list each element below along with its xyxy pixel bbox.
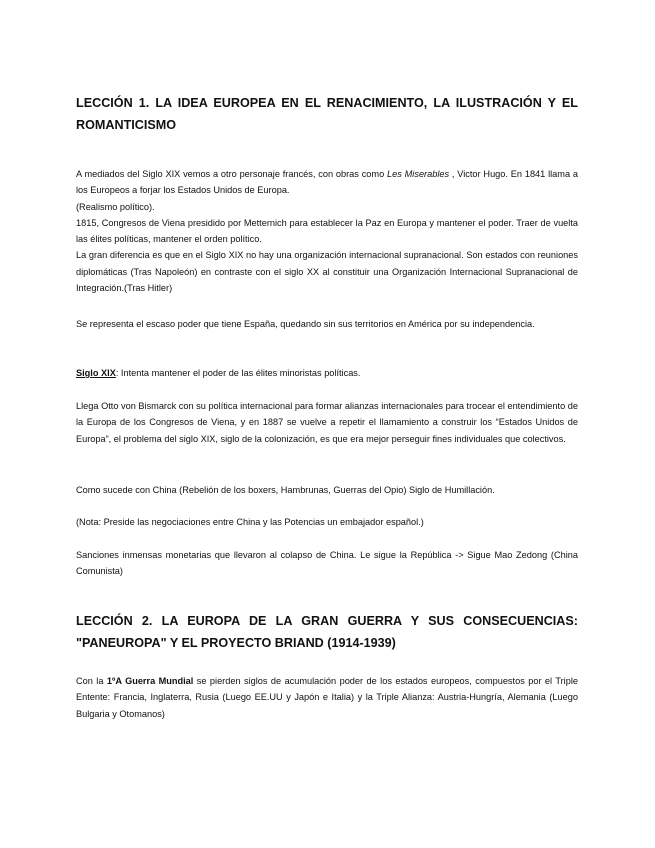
book-title-italic: Les Miserables — [387, 169, 450, 179]
text-run: A mediados del Siglo XIX vemos a otro personaje francés, con obras como — [76, 169, 388, 179]
lesson-1-paragraph-china: Como sucede con China (Rebelión de los boxers, Hambrunas, Guerras del Opio) Siglo de Humillación. — [76, 485, 495, 495]
siglo-xix-label: Siglo XIX — [76, 368, 116, 378]
lesson-2-paragraph-guerra — [76, 673, 578, 722]
lesson-1-title: LECCIÓN 1. LA IDEA EUROPEA EN EL RENACIMIENTO, LA ILUSTRACIÓN Y EL ROMANTICISMO — [76, 96, 578, 132]
text-run: , Victor Hugo. En 1841 llama a los Europeos a forjar los Estados Unidos de Europa. — [76, 169, 578, 196]
lesson-1-paragraph-espana: Se representa el escaso poder que tiene España, quedando sin sus territorios en América por su independencia. — [76, 319, 535, 329]
lesson-1-paragraph-block — [76, 166, 578, 296]
guerra-mundial-bold: 1ºA Guerra Mundial — [106, 676, 194, 686]
lesson-1-paragraph-viena: 1815, Congresos de Viena presidido por Metternich para establecer la Paz en Europa y mantener el poder. Traer de vuelta las élites políticas, mantener el orden político. — [76, 217, 578, 245]
lesson-1-paragraph-siglo-xix — [76, 365, 578, 381]
lesson-1-paragraph-realismo: (Realismo político). — [76, 201, 155, 212]
text-run: : Intenta mantener el poder de las élites minoristas políticas. — [115, 368, 361, 378]
lesson-1-paragraph-bismarck: Llega Otto von Bismarck con su política internacional para formar alianzas internacionales para trocear el entendimiento de la Europa de los Congresos de Viena, y en 1887 se vuelve a repetir el llamamiento a construir los “Estados Unidos de Europa”, el problema del siglo XIX, siglo de la colonización, es que era mejor perseguir fines individuales que colectivos. — [76, 401, 578, 444]
lesson-1-paragraph-victor-hugo — [76, 166, 578, 199]
lesson-1-paragraph-sanciones: Sanciones inmensas monetarias que llevaron al colapso de China. Le sigue la República -> Sigue Mao Zedong (China Comunista) — [76, 550, 578, 577]
lesson-1-paragraph-nota: (Nota: Preside las negociaciones entre China y las Potencias un embajador español.) — [76, 517, 424, 527]
lesson-1-paragraph-diferencia: La gran diferencia es que en el Siglo XIX no hay una organización internacional supranacional. Son estados con reuniones diplomáticas (Tras Napoleón) en contraste con el siglo XX al constituir una Organización Internacional Supranacional de Integración.(Tras Hitler) — [76, 250, 578, 294]
lesson-2-title: LECCIÓN 2. LA EUROPA DE LA GRAN GUERRA Y SUS CONSECUENCIAS: "PANEUROPA" Y EL PROYECTO BRIAND (1914-1939) — [76, 614, 578, 650]
text-run: Con la — [76, 676, 107, 686]
text-run: se pierden siglos de acumulación poder de los estados europeos, compuestos por el Triple Entente: Francia, Inglaterra, Rusia (Luego EE.UU y Japón e Italia) y la Triple Alianza: Austria-Hungría, Alemania (Luego Bulgaria y Otomanos) — [76, 676, 578, 719]
